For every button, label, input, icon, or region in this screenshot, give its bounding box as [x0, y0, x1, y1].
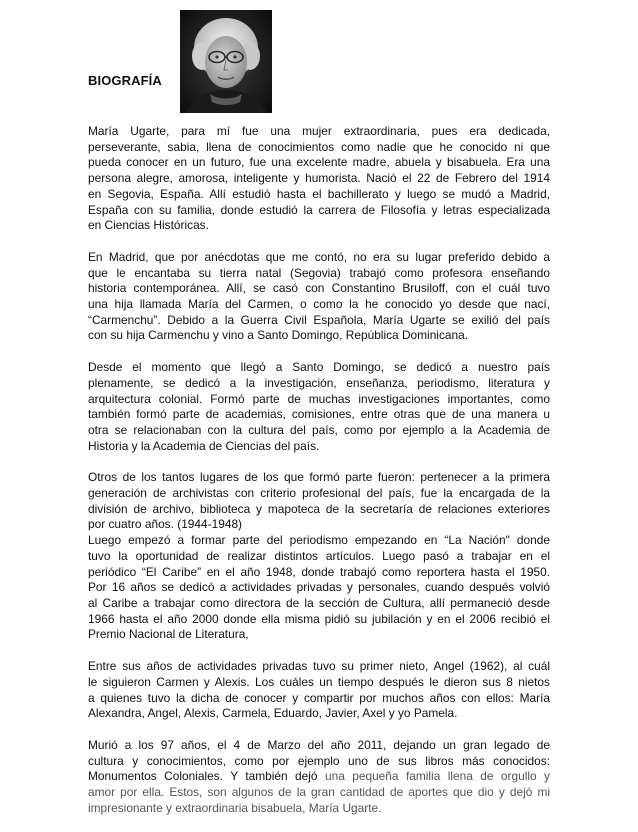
text-line: en Segovia, España. Allí estudió hasta el bachillerato y luego se mudó a Madrid,	[88, 186, 550, 201]
text-line: pueda conocer en un futuro, fue una excelente madre, abuela y bisabuela. Era una	[88, 155, 550, 170]
text-line: 1966 hasta el año 2000 donde ella misma pidió su jubilación y en el 2006 recibió el	[88, 611, 550, 626]
text-line: a quienes tuvo la dicha de conocer y compartir por muchos años con ellos: María	[88, 690, 550, 705]
text-line: “Carmenchu”. Debido a la Guerra Civil Española, María Ugarte se exilió del país	[88, 312, 550, 327]
text-line: Alexandra, Angel, Alexis, Carmela, Eduardo, Javier, Axel y yo Pamela.	[88, 706, 458, 721]
text-line: Desde el momento que llegó a Santo Domingo, se dedicó a nuestro país	[88, 360, 550, 375]
text-line: María Ugarte, para mí fue una mujer extraordinaria, pues era dedicada,	[88, 124, 550, 138]
text-line: cultura y conocimientos, como por ejemplo uno de sus libros más conocidos:	[88, 753, 550, 768]
portrait-photo	[180, 10, 272, 113]
text-line: persona alegre, amorosa, inteligente y humorista. Nació el 22 de Febrero del 1914	[88, 171, 550, 186]
text-line: con su hija Carmenchu y vino a Santo Domingo, República Dominicana.	[88, 328, 469, 343]
text-line: En Madrid, que por anécdotas que me contó, no era su lugar preferido debido a	[88, 249, 550, 264]
text-line: Luego empezó a formar parte del periodismo empezando en “La Nación" donde	[88, 533, 550, 548]
text-line: que le encantaba su tierra natal (Segovia) trabajó como profesora enseñando	[88, 265, 550, 280]
biography-body	[88, 124, 550, 832]
text-line: división de archivo, biblioteca y mapoteca de la secretaría de relaciones exteriores	[88, 501, 550, 516]
text-line: Monumentos Coloniales. Y también dejó una pequeña familia llena de orgullo y	[88, 769, 550, 784]
text-line: le siguieron Carmen y Alexis. Los cuáles un tiempo después le dieron sus 8 nietos	[88, 674, 550, 689]
text-line: al Caribe a trabajar como directora de la sección de Cultura, allí permaneció desde	[88, 595, 550, 610]
text-line: Premio Nacional de Literatura,	[88, 627, 249, 642]
paragraph	[88, 360, 550, 454]
text-line: por cuatro años. (1944-1948)	[88, 517, 243, 532]
text-line: otra se relacionaban con la cultura del país, como por ejemplo a la Academia de	[88, 422, 550, 437]
text-line: España con su familia, donde estudió la carrera de Filosofía y letras especializada	[88, 202, 550, 217]
text-line: tuvo la oportunidad de realizar distintos artículos. Luego pasó a trabajar en el	[88, 548, 550, 563]
text-line: Por 16 años se dedicó a actividades privadas y personales, cuando después volvió	[88, 580, 550, 595]
text-line: periódico “El Caribe” en el año 1948, donde trabajó como reportera hasta el 1950.	[88, 564, 550, 579]
text-line: generación de archivistas con criterio profesional del país, fue la encargada de la	[88, 486, 550, 501]
text-line: arquitectura colonial. Formó parte de muchas investigaciones importantes, como	[88, 391, 550, 406]
text-line: Historia y la Academia de Ciencias del país.	[88, 438, 320, 453]
text-line: en Ciencias Históricas.	[88, 218, 209, 233]
paragraph	[88, 659, 550, 722]
text-line: una hija llamada María del Carmen, o como la he conocido yo desde que nací,	[88, 297, 550, 312]
paragraph	[88, 470, 550, 643]
page-title: BIOGRAFÍA	[88, 73, 162, 88]
paragraph	[88, 250, 550, 344]
text-line: historia contemporánea. Allí, se casó con Constantino Brusiloff, con el cuál tuvo	[88, 281, 550, 296]
text-line: plenamente, se dedicó a la investigación, enseñanza, periodismo, literatura y	[88, 375, 550, 390]
paragraph	[88, 124, 550, 234]
text-line: impresionante y extraordinaria bisabuela, María Ugarte.	[88, 800, 382, 815]
text-line: amor por ella. Estos, son algunos de la gran cantidad de aportes que dio y dejó mi	[88, 785, 550, 800]
paragraph	[88, 738, 550, 817]
text-line: también formó parte de academias, comisiones, entre otras que de una manera u	[88, 407, 550, 422]
text-line: Murió a los 97 años, el 4 de Marzo del año 2011, dejando un gran legado de	[88, 737, 550, 752]
text-line: perseverante, sabia, llena de conocimientos como nadie que he conocido ni que	[88, 139, 550, 154]
text-line: Otros de los tantos lugares de los que formó parte fueron: pertenecer a la primera	[88, 470, 550, 485]
text-line: Entre sus años de actividades privadas tuvo su primer nieto, Angel (1962), al cuál	[88, 659, 550, 674]
